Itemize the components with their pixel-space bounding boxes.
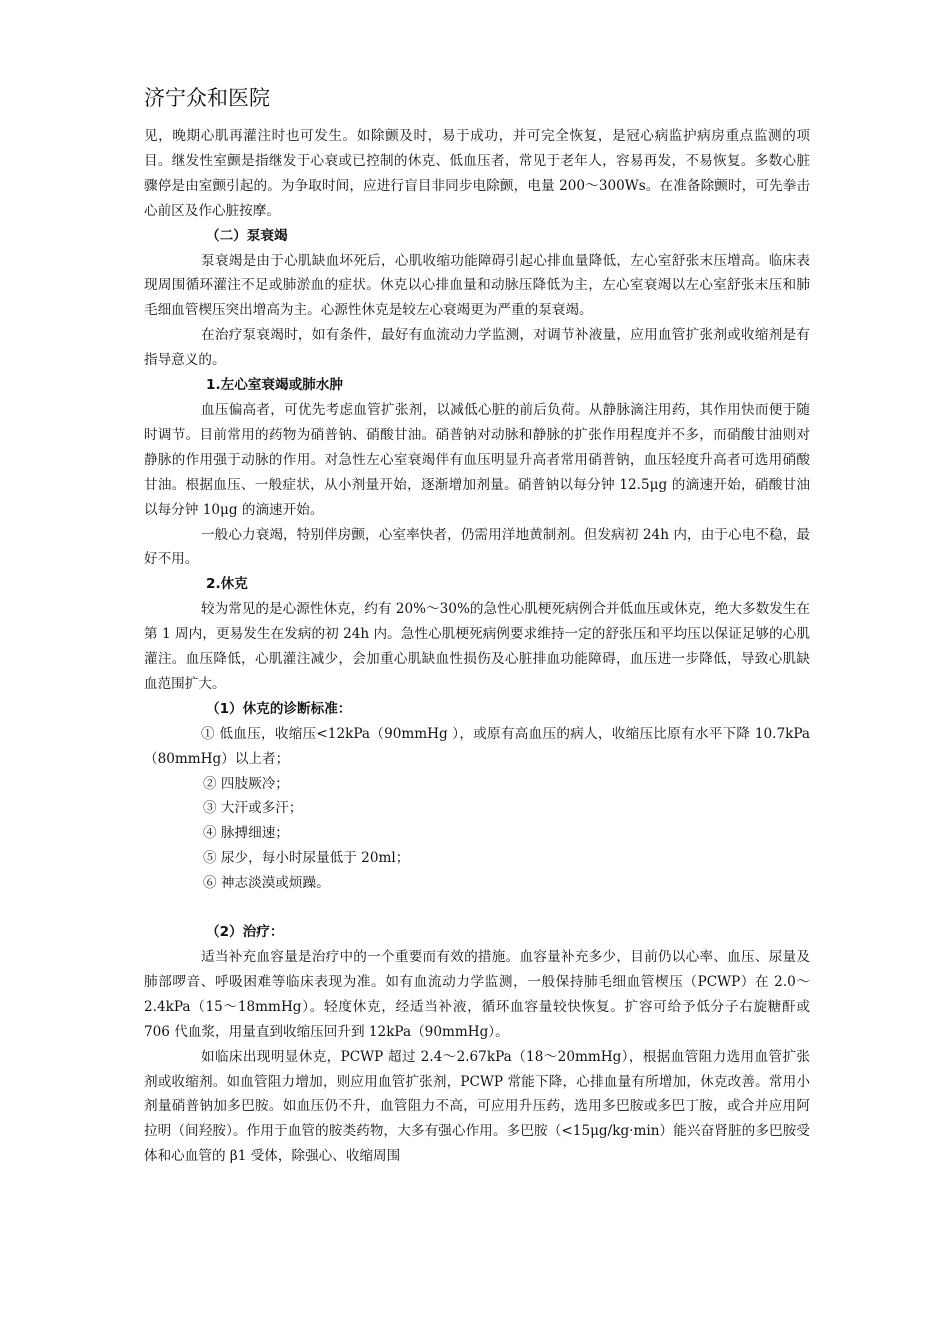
paragraph-digitalis: 一般心力衰竭，特别伴房颤，心室率快者，仍需用洋地黄制剂。但发病初 24h 内，由于心电不稳，最好不用。 [144, 526, 810, 568]
subheading-treatment: （2）治疗： [206, 924, 284, 941]
paragraph-vasodilators: 血压偏高者，可优先考虑血管扩张剂，以减低心脏的前后负荷。从静脉滴注用药，其作用快而便于随时调节。目前常用的药物为硝普钠、硝酸甘油。硝普钠对动脉和静脉的扩张作用程度并不多，而硝酸甘油则对静脉的作用强于动脉的作用。对急性左心室衰竭伴有血压明显升高者常用硝普钠，血压轻度升高者可选用硝酸甘油。根据血压、一般症状，从小剂量开始，逐渐增加剂量。硝普钠以每分钟 12.5μg 的滴速开始，硝酸甘油以每分钟 10μg 的滴速开始。 [144, 401, 810, 518]
criteria-item-5: ⑤ 尿少，每小时尿量低于 20ml； [203, 850, 410, 867]
criteria-item-2: ② 四肢厥冷； [203, 775, 289, 792]
paragraph-pump-failure-treatment: 在治疗泵衰竭时，如有条件，最好有血流动力学监测，对调节补液量，应用血管扩张剂或收缩剂是有指导意义的。 [144, 327, 810, 369]
paragraph-vf-continuation: 见，晚期心肌再灌注时也可发生。如除颤及时，易于成功，并可完全恢复，是冠心病监护病房重点监测的项目。继发性室颤是指继发于心衰或已控制的休克、低血压者，常见于老年人，容易再发，不易恢复。多数心脏骤停是由室颤引起的。为争取时间，应进行盲目非同步电除颤，电量 200～300Ws。在准备除颤时，可先拳击心前区及作心脏按摩。 [144, 128, 810, 219]
criteria-item-4: ④ 脉搏细速； [203, 825, 289, 842]
criteria-item-3: ③ 大汗或多汗； [203, 800, 303, 817]
criteria-item-6: ⑥ 神志淡漠或烦躁。 [203, 875, 330, 892]
paragraph-volume-expansion: 适当补充血容量是治疗中的一个重要而有效的措施。血容量补充多少，目前仍以心率、血压、尿量及肺部啰音、呼吸困难等临床表现为准。如有血流动力学监测，一般保持肺毛细血管楔压（PCWP）在 2.0～2.4kPa（15～18mmHg）。轻度休克，经适当补液，循环血容量较快恢复。扩容可给予低分子右旋糖酐或 706 代血浆，用量直到收缩压回升到 12kPa（90mmHg）。 [144, 949, 810, 1040]
paragraph-cardiogenic-shock: 较为常见的是心源性休克，约有 20%～30%的急性心肌梗死病例合并低血压或休克，绝大多数发生在第 1 周内，更易发生在发病的初 24h 内。急性心肌梗死病例要求维持一定的舒张压和平均压以保证足够的心肌灌注。血压降低，心肌灌注减少，会加重心肌缺血性损伤及心脏排血功能障碍，血压进一步降低，导致心肌缺血范围扩大。 [144, 601, 810, 692]
subheading-shock-criteria: （1）休克的诊断标准： [206, 700, 352, 717]
criteria-item-1: ① 低血压，收缩压<12kPa（90mmHg ），或原有高血压的病人，收缩压比原有水平下降 10.7kPa（80mmHg）以上者； [144, 725, 810, 767]
section-heading-pump-failure: （二）泵衰竭 [206, 227, 288, 244]
paragraph-pump-failure-definition: 泵衰竭是由于心肌缺血坏死后，心肌收缩功能障碍引起心排血量降低，左心室舒张末压增高。临床表现周围循环灌注不足或肺淤血的症状。休克以心排血量和动脉压降低为主，左心室衰竭以左心室舒张末压和肺毛细血管楔压突出增高为主。心源性休克是较左心衰竭更为严重的泵衰竭。 [144, 252, 810, 319]
document-body [144, 124, 810, 1169]
spacer [144, 896, 810, 920]
paragraph-vasoactive-drugs: 如临床出现明显休克，PCWP 超过 2.4～2.67kPa（18～20mmHg），根据血管阻力选用血管扩张剂或收缩剂。如血管阻力增加，则应用血管扩张剂，PCWP 常能下降，心排血量有所增加，休克改善。常用小剂量硝普钠加多巴胺。如血压仍不升，血管阻力不高，可应用升压药，选用多巴胺或多巴丁胺，或合并应用阿拉明（间羟胺）。作用于血管的胺类药物，大多有强心作用。多巴胺（<15μg/kg·min）能兴奋肾脏的多巴胺受体和心血管的 β1 受体，除强心、收缩周围 [144, 1048, 810, 1165]
subheading-shock: 2.休克 [206, 576, 248, 593]
hospital-header: 济宁众和医院 [144, 86, 270, 110]
subheading-left-ventricular-failure: 1.左心室衰竭或肺水肿 [206, 377, 343, 394]
